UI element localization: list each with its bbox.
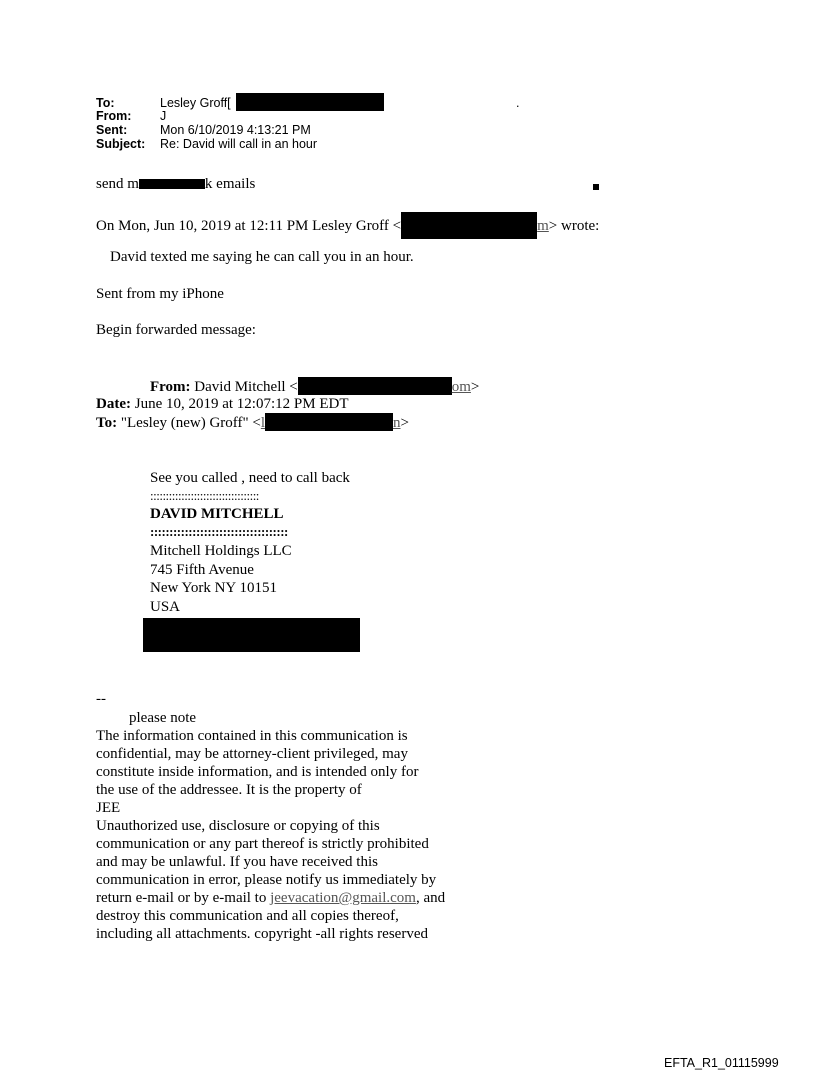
begin-forwarded-line: Begin forwarded message: <box>96 322 256 338</box>
from-label: From: <box>96 109 132 123</box>
subject-label: Subject: <box>96 137 146 151</box>
fwd-to-email-start[interactable]: l <box>260 415 266 431</box>
signature-address-2: New York NY 10151 <box>150 580 277 596</box>
to-label: To: <box>96 96 115 110</box>
fwd-from-text: David Mitchell < <box>194 379 298 395</box>
sent-label: Sent: <box>96 123 128 137</box>
return-prefix: return e-mail or by e-mail to <box>96 890 271 906</box>
fwd-to-close: > <box>400 415 409 431</box>
quote-attribution <box>96 212 599 239</box>
from-value: J <box>160 109 167 123</box>
disclaimer-line: JEE <box>96 800 121 816</box>
reply-end: k emails <box>204 176 256 192</box>
redaction-box <box>236 93 384 111</box>
fwd-from-label: From: <box>150 379 191 395</box>
disclaimer-line: Unauthorized use, disclosure or copying of this <box>96 818 380 834</box>
fwd-to-text: "Lesley (new) Groff" < <box>120 415 261 431</box>
disclaimer-line: communication or any part thereof is strictly prohibited <box>96 836 429 852</box>
disclaimer-line: communication in error, please notify us immediately by <box>96 872 437 888</box>
disclaimer <box>96 727 496 943</box>
header-subject-row <box>96 138 656 151</box>
signature-company: Mitchell Holdings LLC <box>150 543 292 559</box>
stray-dot: . <box>516 96 520 110</box>
return-suffix: , and <box>415 890 446 906</box>
forwarded-date <box>96 395 348 413</box>
fwd-date-label: Date: <box>96 396 131 412</box>
sent-from-line: Sent from my iPhone <box>96 286 224 302</box>
email-header <box>96 97 656 157</box>
stray-mark <box>593 184 599 190</box>
fwd-to-label: To: <box>96 415 118 431</box>
disclaimer-line: and may be unlawful. If you have received this <box>96 854 378 870</box>
disclaimer-line: The information contained in this communication is <box>96 728 408 744</box>
quote-email-link[interactable]: m <box>537 218 549 234</box>
disclaimer-line: destroy this communication and all copies thereof, <box>96 908 399 924</box>
reply-start: send m <box>96 176 139 192</box>
sent-value: Mon 6/10/2019 4:13:21 PM <box>160 123 311 137</box>
redaction-box <box>401 212 537 239</box>
return-email-link[interactable]: jeevacation@gmail.com <box>270 890 416 906</box>
disclaimer-line: the use of the addressee. It is the property of <box>96 782 362 798</box>
redaction-box <box>298 377 452 395</box>
redaction-box <box>143 618 360 652</box>
signature-address-1: 745 Fifth Avenue <box>150 562 254 578</box>
document-id: EFTA_R1_01115999 <box>664 1056 779 1070</box>
disclaimer-line-return <box>96 889 496 907</box>
header-from-row <box>96 110 656 123</box>
forwarded-to <box>96 413 409 432</box>
signature-divider: :::::::::::::::::::::::::::::::::::: <box>150 524 288 539</box>
subject-value: Re: David will call in an hour <box>160 137 318 151</box>
forwarded-from <box>150 377 479 396</box>
disclaimer-line: confidential, may be attorney-client privileged, may <box>96 746 408 762</box>
quote-prefix: On Mon, Jun 10, 2019 at 12:11 PM Lesley Groff < <box>96 218 402 234</box>
header-to-row <box>96 97 656 110</box>
header-sent-row <box>96 124 656 137</box>
fwd-from-email-link[interactable]: om <box>451 379 471 395</box>
to-value: Lesley Groff[ <box>160 96 231 110</box>
signature-name: DAVID MITCHELL <box>150 506 284 522</box>
disclaimer-line: constitute inside information, and is intended only for <box>96 764 419 780</box>
fwd-to-email-tail[interactable]: n <box>393 415 401 431</box>
fwd-date-value: June 10, 2019 at 12:07:12 PM EDT <box>134 396 349 412</box>
signature-divider: ::::::::::::::::::::::::::::::::::: <box>150 488 259 503</box>
signature-country: USA <box>150 599 181 615</box>
quoted-message: David texted me saying he can call you in an hour. <box>110 249 414 265</box>
footer-dashes: -- <box>96 691 106 707</box>
quote-suffix: > wrote: <box>548 218 600 234</box>
disclaimer-line: including all attachments. copyright -all rights reserved <box>96 926 428 942</box>
redaction-box <box>265 413 393 431</box>
please-note: please note <box>129 710 197 726</box>
message-line: See you called , need to call back <box>150 470 350 486</box>
reply-line <box>96 175 255 193</box>
fwd-from-close: > <box>470 379 480 395</box>
redaction-box <box>139 179 205 189</box>
